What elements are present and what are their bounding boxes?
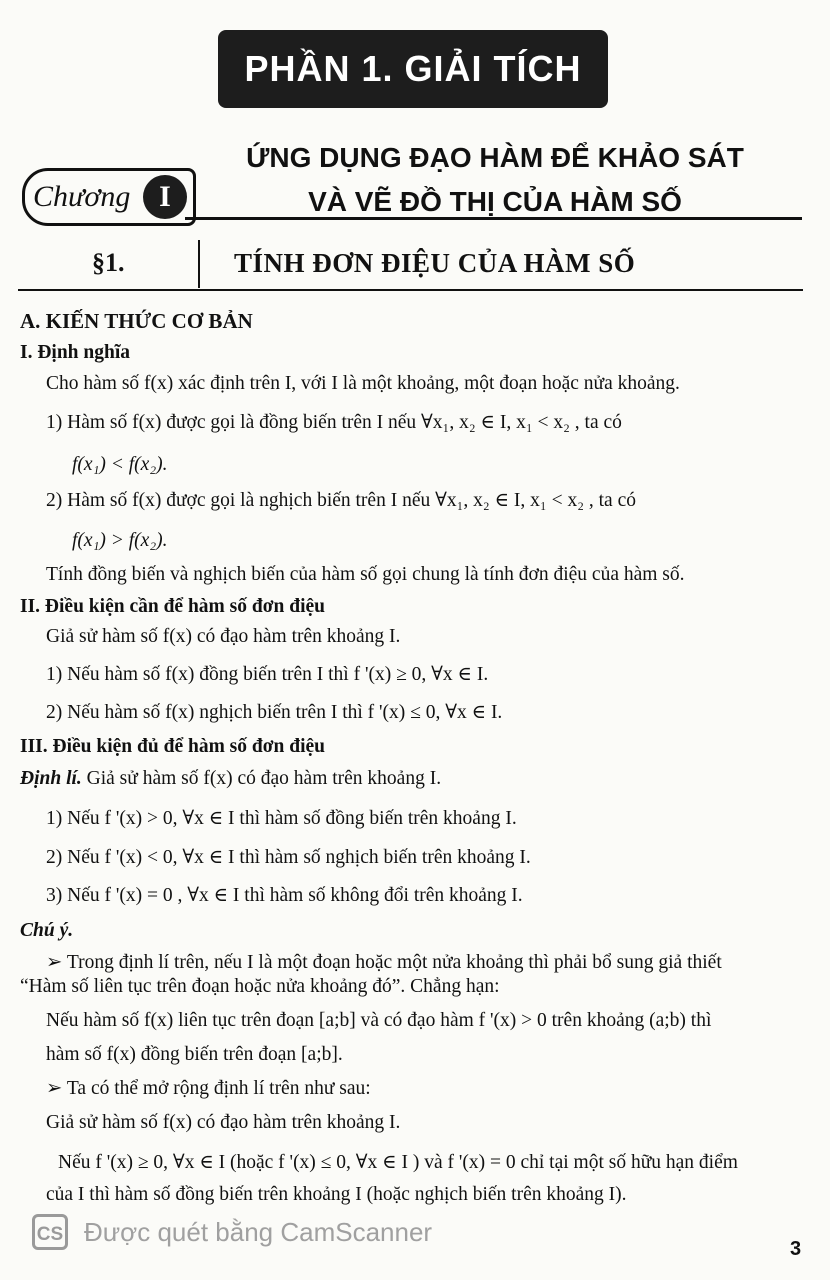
text-line: 1) Nếu hàm số f(x) đồng biến trên I thì f '(x) ≥ 0, ∀x ∈ I. — [46, 664, 489, 685]
heading-a: A. KIẾN THỨC CƠ BẢN — [20, 309, 253, 333]
theorem-line — [20, 766, 441, 792]
text-line: 2) Nếu f '(x) < 0, ∀x ∈ I thì hàm số nghịch biến trên khoảng I. — [46, 847, 531, 868]
text-line: “Hàm số liên tục trên đoạn hoặc nửa khoảng đó”. Chẳng hạn: — [20, 976, 500, 997]
section-number: §1. — [92, 248, 125, 277]
text-line: Cho hàm số f(x) xác định trên I, với I là một khoảng, một đoạn hoặc nửa khoảng. — [46, 373, 680, 394]
page-number: 3 — [790, 1238, 802, 1260]
math-line: f(x₁) > f(x₂). — [72, 530, 168, 551]
chapter-title — [230, 136, 760, 224]
text-line: ➢ Ta có thể mở rộng định lí trên như sau: — [46, 1078, 371, 1099]
theorem-label: Định lí. — [20, 768, 82, 789]
math-line: f(x₁) < f(x₂). — [72, 454, 168, 475]
section-divider — [198, 240, 200, 288]
text-line: 2) Nếu hàm số f(x) nghịch biến trên I thì f '(x) ≤ 0, ∀x ∈ I. — [46, 702, 503, 723]
part-title-banner: PHẦN 1. GIẢI TÍCH — [218, 30, 608, 108]
text-line: Nếu f '(x) ≥ 0, ∀x ∈ I (hoặc f '(x) ≤ 0, ∀x ∈ I ) và f '(x) = 0 chỉ tại một số hữu hạn điểm — [58, 1152, 738, 1173]
chapter-word: Chương — [33, 180, 131, 213]
text-line: ➢ Trong định lí trên, nếu I là một đoạn hoặc một nửa khoảng thì phải bổ sung giả thiết — [46, 952, 722, 973]
camscanner-logo: CS — [32, 1214, 68, 1250]
text-line: Tính đồng biến và nghịch biến của hàm số gọi chung là tính đơn điệu của hàm số. — [46, 564, 685, 585]
note-label: Chú ý. — [20, 920, 74, 941]
text-line: Giả sử hàm số f(x) có đạo hàm trên khoảng I. — [46, 626, 401, 647]
heading-sufficient: III. Điều kiện đủ để hàm số đơn điệu — [20, 736, 326, 757]
section-rule — [18, 289, 803, 291]
text-line: 2) Hàm số f(x) được gọi là nghịch biến trên I nếu ∀x₁, x₂ ∈ I, x₁ < x₂ , ta có — [46, 490, 636, 511]
text-line: 1) Nếu f '(x) > 0, ∀x ∈ I thì hàm số đồng biến trên khoảng I. — [46, 808, 517, 829]
section-title: TÍNH ĐƠN ĐIỆU CỦA HÀM SỐ — [234, 248, 636, 278]
chapter-number: I — [143, 175, 187, 219]
text-line: Nếu hàm số f(x) liên tục trên đoạn [a;b] và có đạo hàm f '(x) > 0 trên khoảng (a;b) thì — [46, 1010, 712, 1031]
chapter-divider — [185, 217, 802, 220]
text-line: của I thì hàm số đồng biến trên khoảng I (hoặc nghịch biến trên khoảng I). — [46, 1184, 627, 1205]
heading-necessary: II. Điều kiện cần để hàm số đơn điệu — [20, 596, 325, 617]
chapter-title-line1: ỨNG DỤNG ĐẠO HÀM ĐỂ KHẢO SÁT — [246, 142, 744, 173]
chapter-title-line2: VÀ VẼ ĐỒ THỊ CỦA HÀM SỐ — [308, 186, 682, 217]
theorem-text: Giả sử hàm số f(x) có đạo hàm trên khoảng I. — [86, 768, 442, 789]
chapter-badge — [22, 168, 196, 226]
text-line: 1) Hàm số f(x) được gọi là đồng biến trên I nếu ∀x₁, x₂ ∈ I, x₁ < x₂ , ta có — [46, 412, 622, 433]
text-line: 3) Nếu f '(x) = 0 , ∀x ∈ I thì hàm số không đổi trên khoảng I. — [46, 885, 523, 906]
text-line: Giả sử hàm số f(x) có đạo hàm trên khoảng I. — [46, 1112, 401, 1133]
heading-definition: I. Định nghĩa — [20, 342, 131, 363]
text-line: hàm số f(x) đồng biến trên đoạn [a;b]. — [46, 1044, 343, 1065]
scanner-watermark: Được quét bằng CamScanner — [84, 1217, 433, 1247]
